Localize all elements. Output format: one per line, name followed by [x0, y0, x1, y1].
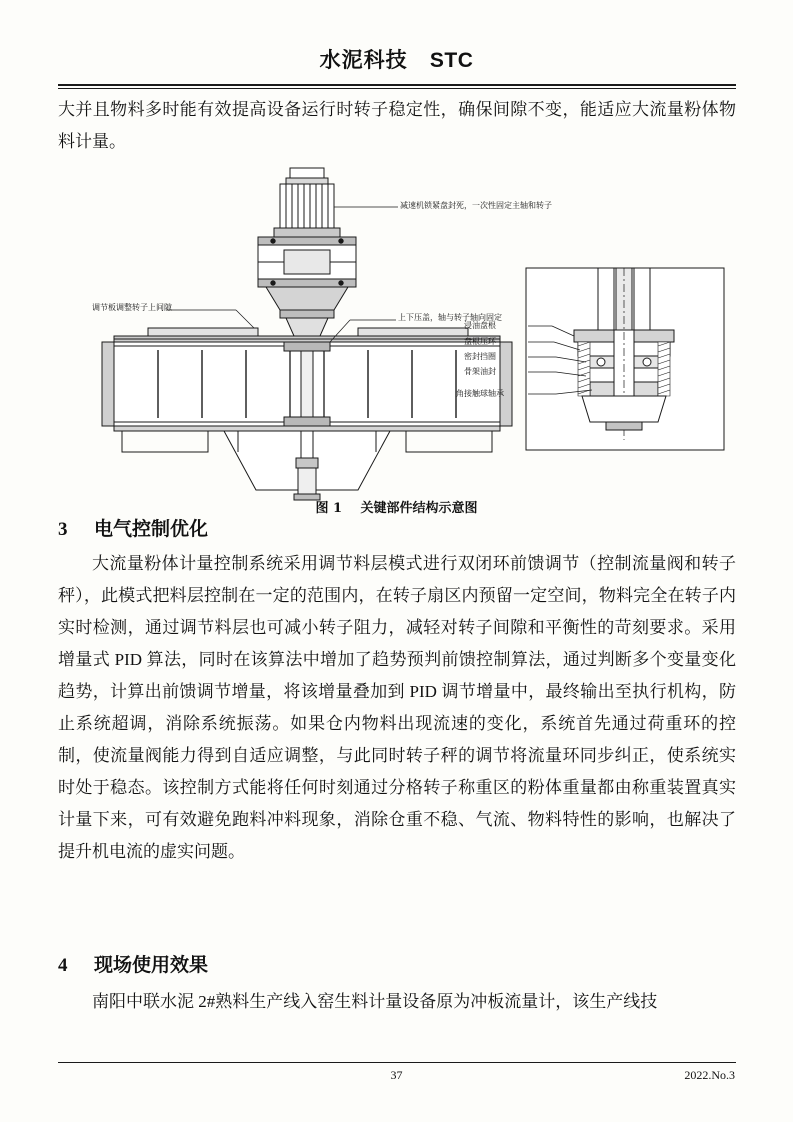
section-heading-3 [58, 514, 208, 541]
figure-label-right-1: 浸油盘根 [464, 321, 496, 330]
figure-caption-label: 图 1 [315, 501, 343, 516]
figure-caption-text: 关键部件结构示意图 [360, 501, 478, 516]
paragraph-top: 大并且物料多时能有效提高设备运行时转子稳定性，确保间隙不变，能适应大流量粉体物料计量。 [58, 100, 736, 151]
footer-divider [58, 1062, 736, 1063]
journal-title-abbr: STC [429, 49, 474, 72]
section-title-3: 电气控制优化 [94, 518, 209, 540]
paragraph-section-3: 大流量粉体计量控制系统采用调节料层模式进行双闭环前馈调节（控制流量阀和转子秤），此模式把料层控制在一定的范围内，在转子扇区内预留一定空间，物料完全在转子内实时检测，通过调节料层也可减小转子阻力，减轻对转子间隙和平衡性的苛刻要求。采用增量式 PID 算法，同时在该算法中增加了趋势预判前馈控制算法，通过判断多个变量变化趋势，计算出前馈调节增量，将该增量叠加到 PID 调节增量中，最终输出至执行机构，防止系统超调，消除系统振荡。如果仓内物料出现流速的变化，系统首先通过荷重环的控制，使流量阀能力得到自适应调整，与此同时转子秤的调节将流量环同步纠正，使系统实时处于稳态。该控制方式能将任何时刻通过分格转子称重区的粉体重量都由称重装置真实计量下来，可有效避免跑料冲料现象，消除仓重不稳、气流、物料特性的影响，也解决了提升机电流的虚实问题。 [58, 554, 736, 861]
figure-label-left-1: 调节板调整转子上间隙 [92, 303, 172, 312]
figure-1 [58, 160, 736, 510]
section-heading-4 [58, 950, 208, 977]
header-divider-thin [58, 88, 736, 89]
section-number-4: 4 [58, 955, 68, 976]
footer-issue: 2022.No.3 [684, 1068, 735, 1082]
figure-1-drawing [58, 160, 736, 510]
paragraph-section-4: 南阳中联水泥 2#熟料生产线入窑生料计量设备原为冲板流量计，该生产线技 [92, 992, 658, 1011]
section-title-4: 现场使用效果 [94, 954, 209, 976]
footer-page-number: 37 [390, 1068, 403, 1082]
section-number-3: 3 [58, 519, 68, 540]
figure-label-right-2: 盘根压环 [464, 337, 496, 346]
figure-label-top-1: 减速机锁紧盘封死，一次性固定主轴和转子 [400, 201, 552, 210]
page-header [0, 44, 793, 74]
journal-title-cn: 水泥科技 [319, 47, 408, 72]
header-divider-thick [58, 84, 736, 86]
figure-label-right-3: 密封挡圈 [464, 352, 496, 361]
figure-label-right-5: 角接触球轴承 [456, 389, 504, 398]
figure-label-right-4: 骨架油封 [464, 367, 496, 376]
figure-label-mid-1: 上下压盖，轴与转子轴向固定 [398, 313, 502, 322]
